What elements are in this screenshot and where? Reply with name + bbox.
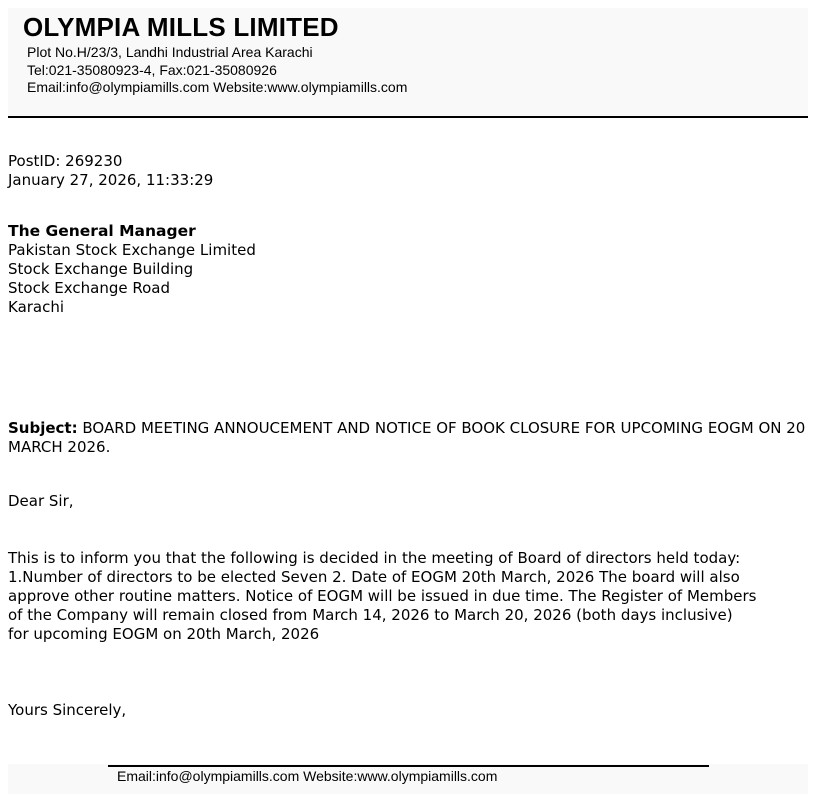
body-line: 1.Number of directors to be elected Seven 2. Date of EOGM 20th March, 2026 The board will also [8,568,740,586]
letter-body [8,549,808,644]
recipient-building: Stock Exchange Building [8,260,194,278]
company-email-website: Email:info@olympiamills.com Website:www.olympiamills.com [27,79,408,95]
body-line: for upcoming EOGM on 20th March, 2026 [8,625,320,643]
footer-divider [108,765,709,767]
closing: Yours Sincerely, [8,701,127,719]
recipient-title: The General Manager [8,222,196,240]
post-datetime: January 27, 2026, 11:33:29 [8,171,214,189]
recipient-organization: Pakistan Stock Exchange Limited [8,241,256,259]
company-address: Plot No.H/23/3, Landhi Industrial Area Karachi [27,44,313,60]
post-id: PostID: 269230 [8,152,123,170]
body-line: This is to inform you that the following is decided in the meeting of Board of directors held today: [8,549,741,567]
subject-label: Subject: [8,419,78,437]
body-line: of the Company will remain closed from March 14, 2026 to March 20, 2026 (both days inclusive) [8,606,733,624]
letterhead [8,8,808,117]
subject-line [8,419,808,457]
company-name: OLYMPIA MILLS LIMITED [23,12,339,42]
header-divider [8,116,808,118]
recipient-city: Karachi [8,298,65,316]
recipient-block [8,222,256,317]
company-phone-fax: Tel:021-35080923-4, Fax:021-35080926 [27,62,277,78]
recipient-road: Stock Exchange Road [8,279,170,297]
body-line: approve other routine matters. Notice of EOGM will be issued in due time. The Register of Members [8,587,757,605]
subject-text: BOARD MEETING ANNOUCEMENT AND NOTICE OF BOOK CLOSURE FOR UPCOMING EOGM ON 20 MARCH 2026. [8,419,806,456]
salutation: Dear Sir, [8,492,74,510]
footer-email-website: Email:info@olympiamills.com Website:www.olympiamills.com [117,768,498,784]
post-meta [8,152,213,190]
